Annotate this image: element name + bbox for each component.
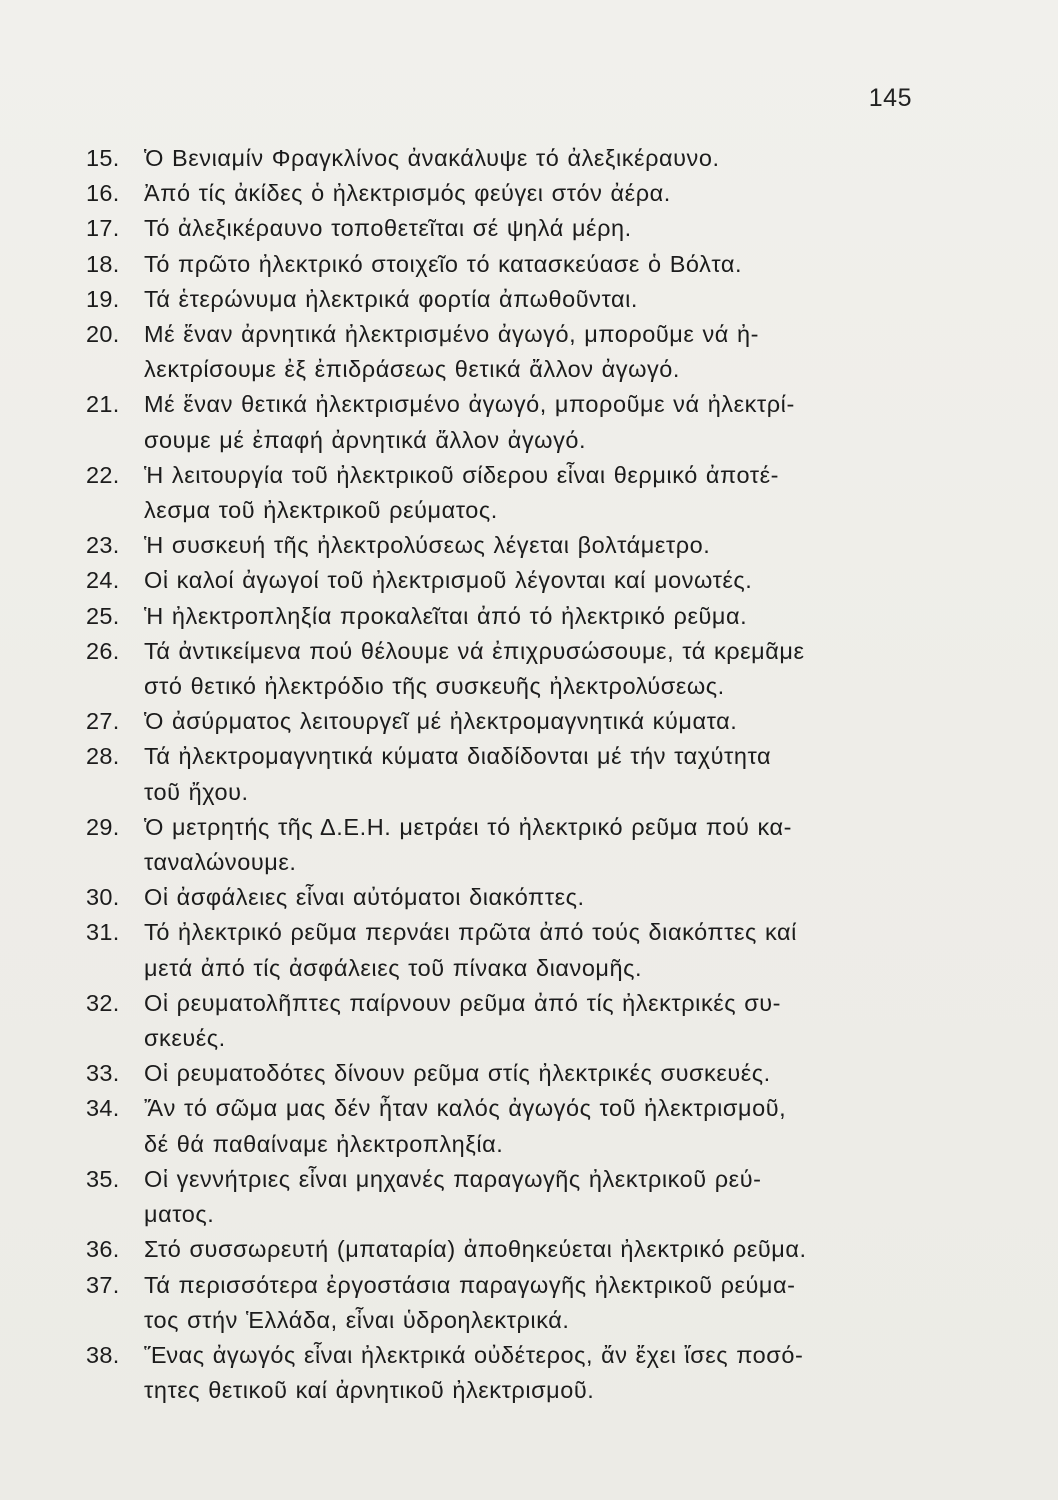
statement-text: [144, 247, 946, 282]
statement-line: Οἱ ρευματοδότες δίνουν ρεῦμα στίς ἠλεκτρικές συσκευές.: [144, 1060, 771, 1087]
statement-number: 17.: [86, 215, 120, 242]
statement-number: 26.: [86, 637, 120, 664]
statement-line: Ὁ ἀσύρματος λειτουργεῖ μέ ἠλεκτρομαγνητικά κύματα.: [144, 708, 738, 735]
statement-item: [86, 1162, 946, 1232]
statement-item: [86, 1056, 946, 1091]
statement-item: [86, 176, 946, 211]
statement-text: [144, 880, 946, 915]
statement-line: Ἕνας ἀγωγός εἶναι ἠλεκτρικά οὐδέτερος, ἄν ἔχει ἴσες ποσό-: [144, 1341, 804, 1368]
statement-text: [144, 528, 946, 563]
statement-item: [86, 211, 946, 246]
statement-number: 28.: [86, 743, 120, 770]
statement-line: Οἱ ρευματολῆπτες παίρνουν ρεῦμα ἀπό τίς ἠλεκτρικές συ-: [144, 989, 782, 1016]
statement-text: [144, 1056, 946, 1091]
statement-number: 34.: [86, 1095, 120, 1122]
statement-number: 16.: [86, 180, 120, 207]
statement-number: 19.: [86, 285, 120, 312]
statement-line: Τό πρῶτο ἠλεκτρικό στοιχεῖο τό κατασκεύασε ὁ Βόλτα.: [144, 250, 743, 277]
statement-item: [86, 1232, 946, 1267]
statement-line: λεσμα τοῦ ἠλεκτρικοῦ ρεύματος.: [144, 497, 498, 524]
statement-line: Ἡ ἠλεκτροπληξία προκαλεῖται ἀπό τό ἠλεκτρικό ρεῦμα.: [144, 602, 748, 629]
statement-number: 33.: [86, 1060, 120, 1087]
statement-text: [144, 141, 946, 176]
statement-number: 32.: [86, 989, 120, 1016]
statement-number: 36.: [86, 1236, 120, 1263]
statement-item: [86, 1268, 946, 1338]
statement-text: [144, 1162, 946, 1232]
statement-line: Στό συσσωρευτή (μπαταρία) ἀποθηκεύεται ἠλεκτρικό ρεῦμα.: [144, 1236, 807, 1263]
statement-line: Τό ἠλεκτρικό ρεῦμα περνάει πρῶτα ἀπό τούς διακόπτες καί: [144, 919, 797, 946]
statement-text: [144, 810, 946, 880]
statement-item: [86, 810, 946, 880]
statement-item: [86, 387, 946, 457]
statement-text: [144, 282, 946, 317]
statement-line: Οἱ γεννήτριες εἶναι μηχανές παραγωγῆς ἠλεκτρικοῦ ρεύ-: [144, 1165, 762, 1192]
statement-number: 38.: [86, 1341, 120, 1368]
statement-number: 22.: [86, 461, 120, 488]
statement-item: [86, 599, 946, 634]
statement-line: Οἱ καλοί ἀγωγοί τοῦ ἠλεκτρισμοῦ λέγονται καί μονωτές.: [144, 567, 753, 594]
statement-text: [144, 1232, 946, 1267]
statement-line: μετά ἀπό τίς ἀσφάλειες τοῦ πίνακα διανομῆς.: [144, 954, 643, 981]
statement-item: [86, 880, 946, 915]
statement-item: [86, 915, 946, 985]
statement-item: [86, 247, 946, 282]
statement-text: [144, 1268, 946, 1338]
statement-item: [86, 634, 946, 704]
statement-line: Οἱ ἀσφάλειες εἶναι αὐτόματοι διακόπτες.: [144, 884, 585, 911]
statement-line: Ἀπό τίς ἀκίδες ὁ ἠλεκτρισμός φεύγει στόν ἀέρα.: [144, 180, 671, 207]
statement-line: τοῦ ἤχου.: [144, 778, 249, 805]
statement-line: τητες θετικοῦ καί ἀρνητικοῦ ἠλεκτρισμοῦ.: [144, 1377, 595, 1404]
statement-line: Ἄν τό σῶμα μας δέν ἦταν καλός ἀγωγός τοῦ ἠλεκτρισμοῦ,: [144, 1095, 787, 1122]
statement-number: 15.: [86, 145, 120, 171]
statement-text: [144, 1091, 946, 1161]
statement-line: Ἡ λειτουργία τοῦ ἠλεκτρικοῦ σίδερου εἶναι θερμικό ἀποτέ-: [144, 461, 780, 488]
statement-item: [86, 1338, 946, 1408]
statement-number: 20.: [86, 321, 120, 348]
statement-text: [144, 1338, 946, 1408]
statement-line: Τά ἀντικείμενα πού θέλουμε νά ἐπιχρυσώσουμε, τά κρεμᾶμε: [144, 637, 805, 664]
statement-line: Τά ἠλεκτρομαγνητικά κύματα διαδίδονται μέ τήν ταχύτητα: [144, 743, 772, 770]
statement-text: [144, 458, 946, 528]
statement-number: 21.: [86, 391, 120, 418]
statement-text: [144, 915, 946, 985]
statement-line: δέ θά παθαίναμε ἠλεκτροπληξία.: [144, 1130, 504, 1157]
statement-item: [86, 141, 946, 176]
statement-line: ταναλώνουμε.: [144, 849, 297, 876]
statement-text: [144, 176, 946, 211]
statement-number: 18.: [86, 250, 120, 277]
statement-number: 23.: [86, 532, 120, 559]
statement-line: Τό ἀλεξικέραυνο τοποθετεῖται σέ ψηλά μέρη.: [144, 215, 632, 242]
statement-text: [144, 634, 946, 704]
statement-line: σκευές.: [144, 1025, 226, 1052]
statement-item: [86, 282, 946, 317]
statement-number: 29.: [86, 813, 120, 840]
statement-text: [144, 986, 946, 1056]
statement-number: 37.: [86, 1271, 120, 1298]
statement-line: στό θετικό ἠλεκτρόδιο τῆς συσκευῆς ἠλεκτρολύσεως.: [144, 673, 725, 700]
statement-number: 35.: [86, 1165, 120, 1192]
statement-item: [86, 563, 946, 598]
statement-line: Ὁ Βενιαμίν Φραγκλίνος ἀνακάλυψε τό ἀλεξικέραυνο.: [144, 145, 720, 171]
statement-line: Τά ἑτερώνυμα ἠλεκτρικά φορτία ἀπωθοῦνται.: [144, 285, 638, 312]
statement-text: [144, 211, 946, 246]
statement-text: [144, 599, 946, 634]
statement-item: [86, 1091, 946, 1161]
statement-line: τος στήν Ἑλλάδα, εἶναι ὑδροηλεκτρικά.: [144, 1306, 570, 1333]
statement-number: 25.: [86, 602, 120, 629]
statement-line: Μέ ἕναν ἀρνητικά ἠλεκτρισμένο ἀγωγό, μποροῦμε νά ἠ-: [144, 321, 760, 348]
statement-line: Μέ ἕναν θετικά ἠλεκτρισμένο ἀγωγό, μποροῦμε νά ἠλεκτρί-: [144, 391, 795, 418]
statement-line: Ὁ μετρητής τῆς Δ.Ε.Η. μετράει τό ἠλεκτρικό ρεῦμα πού κα-: [144, 813, 792, 840]
statement-text: [144, 387, 946, 457]
statement-item: [86, 458, 946, 528]
statement-line: σουμε μέ ἐπαφή ἀρνητικά ἄλλον ἀγωγό.: [144, 426, 587, 453]
page-number: 145: [868, 84, 912, 112]
statement-item: [86, 986, 946, 1056]
statement-list: [86, 141, 946, 1408]
statement-item: [86, 739, 946, 809]
statement-line: Ἡ συσκευή τῆς ἠλεκτρολύσεως λέγεται βολτάμετρο.: [144, 532, 711, 559]
statement-line: λεκτρίσουμε ἐξ ἐπιδράσεως θετικά ἄλλον ἀγωγό.: [144, 356, 680, 383]
statement-line: ματος.: [144, 1201, 215, 1228]
statement-item: [86, 704, 946, 739]
statement-item: [86, 528, 946, 563]
statement-number: 27.: [86, 708, 120, 735]
statement-number: 31.: [86, 919, 120, 946]
statement-number: 24.: [86, 567, 120, 594]
statement-text: [144, 704, 946, 739]
statement-item: [86, 317, 946, 387]
statement-text: [144, 739, 946, 809]
statement-text: [144, 563, 946, 598]
statement-number: 30.: [86, 884, 120, 911]
statement-line: Τά περισσότερα ἐργοστάσια παραγωγῆς ἠλεκτρικοῦ ρεύμα-: [144, 1271, 796, 1298]
statement-text: [144, 317, 946, 387]
